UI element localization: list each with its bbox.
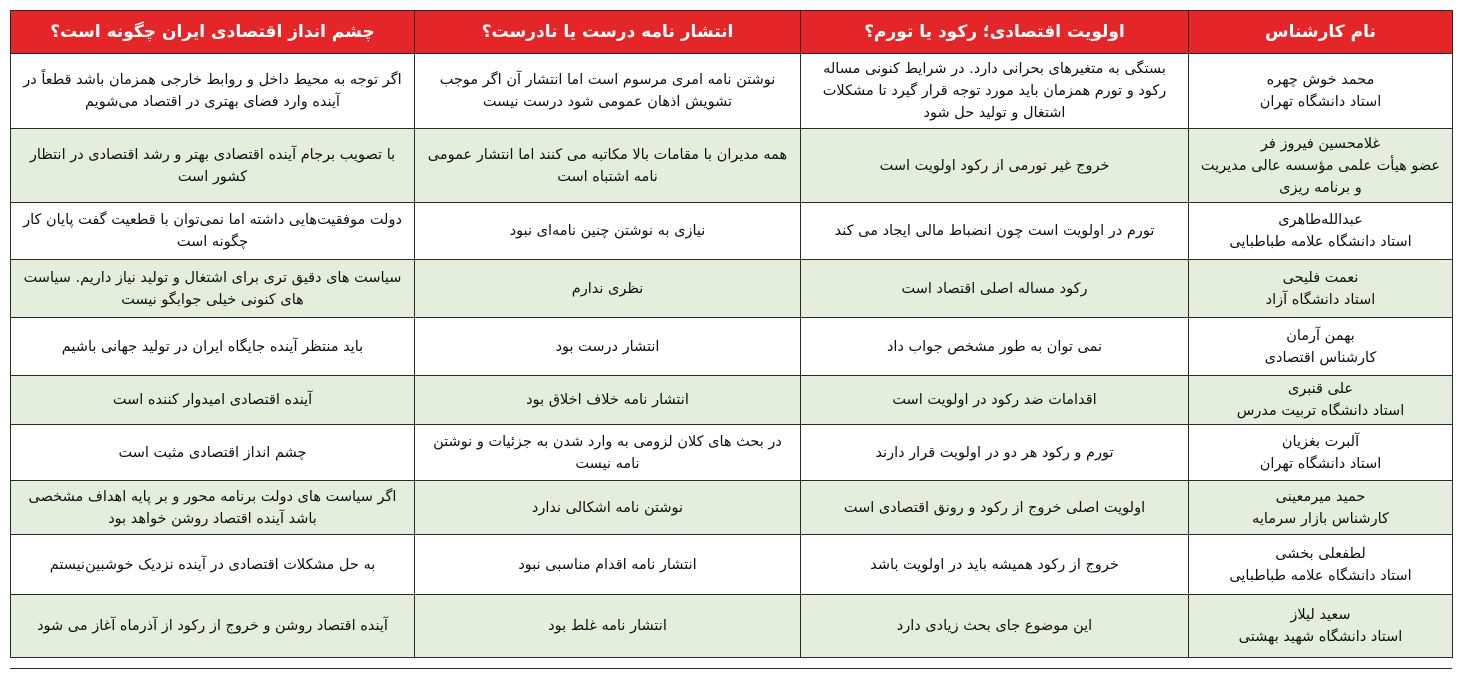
- expert-title: عضو هیأت علمی مؤسسه عالی مدیریت و برنامه ریزی: [1200, 157, 1441, 196]
- expert-name: بهمن آرمان: [1286, 327, 1355, 344]
- table-header-row: [11, 11, 1453, 54]
- expert-title: کارشناس بازار سرمایه: [1252, 510, 1389, 527]
- expert-cell: [1189, 54, 1453, 129]
- letter-cell: انتشار درست بود: [415, 318, 801, 376]
- expert-cell: [1189, 318, 1453, 376]
- table-row: [11, 376, 1453, 425]
- table-row: [11, 318, 1453, 376]
- expert-cell: [1189, 595, 1453, 658]
- expert-title: کارشناس اقتصادی: [1264, 349, 1377, 366]
- priority-cell: تورم و رکود هر دو در اولویت قرار دارند: [801, 425, 1189, 481]
- bottom-divider: [10, 668, 1452, 669]
- expert-title: استاد دانشگاه تهران: [1259, 455, 1382, 472]
- letter-cell: انتشار نامه غلط بود: [415, 595, 801, 658]
- expert-name: نعمت فلیحی: [1282, 269, 1359, 286]
- table-row: [11, 595, 1453, 658]
- expert-cell: [1189, 129, 1453, 203]
- expert-name: غلامحسین فیروز فر: [1260, 135, 1381, 152]
- priority-cell: خروج از رکود همیشه باید در اولویت باشد: [801, 535, 1189, 595]
- priority-cell: خروج غیر تورمی از رکود اولویت است: [801, 129, 1189, 203]
- letter-cell: در بحث های کلان لزومی به وارد شدن به جزئیات و نوشتن نامه نیست: [415, 425, 801, 481]
- expert-title: استاد دانشگاه علامه طباطبایی: [1229, 234, 1412, 250]
- table-row: [11, 54, 1453, 129]
- letter-cell: نوشتن نامه اشکالی ندارد: [415, 481, 801, 535]
- expert-name: محمد خوش چهره: [1266, 72, 1375, 88]
- priority-cell: نمی توان به طور مشخص جواب داد: [801, 318, 1189, 376]
- header-economic-outlook: چشم انداز اقتصادی ایران چگونه است؟: [11, 11, 415, 54]
- table-row: [11, 425, 1453, 481]
- letter-cell: انتشار نامه خلاف اخلاق بود: [415, 376, 801, 425]
- expert-title: استاد دانشگاه تهران: [1259, 94, 1382, 110]
- letter-cell: نیازی به نوشتن چنین نامه‌ای نبود: [415, 203, 801, 260]
- letter-cell: همه مدیران با مقامات بالا مکاتبه می کنند اما انتشار عمومی نامه اشتباه است: [415, 129, 801, 203]
- expert-cell: [1189, 376, 1453, 425]
- outlook-cell: آینده اقتصادی امیدوار کننده است: [11, 376, 415, 425]
- outlook-cell: چشم انداز اقتصادی مثبت است: [11, 425, 415, 481]
- letter-cell: انتشار نامه اقدام مناسبی نبود: [415, 535, 801, 595]
- header-letter-publication: انتشار نامه درست یا نادرست؟: [415, 11, 801, 54]
- expert-cell: [1189, 481, 1453, 535]
- header-economic-priority: اولویت اقتصادی؛ رکود یا تورم؟: [801, 11, 1189, 54]
- priority-cell: اقدامات ضد رکود در اولویت است: [801, 376, 1189, 425]
- expert-title: استاد دانشگاه علامه طباطبایی: [1229, 567, 1412, 584]
- outlook-cell: به حل مشکلات اقتصادی در آینده نزدیک خوشبین‌نیستم: [11, 535, 415, 595]
- table-row: [11, 260, 1453, 318]
- table-row: [11, 129, 1453, 203]
- outlook-cell: اگر سیاست های دولت برنامه محور و بر پایه اهداف مشخصی باشد آینده اقتصاد روشن خواهد بود: [11, 481, 415, 535]
- outlook-cell: آینده اقتصاد روشن و خروج از رکود از آذرماه آغاز می شود: [11, 595, 415, 658]
- expert-title: استاد دانشگاه تربیت مدرس: [1236, 403, 1405, 419]
- expert-cell: [1189, 203, 1453, 260]
- expert-name: عبدالله‌طاهری: [1278, 212, 1363, 228]
- priority-cell: این موضوع جای بحث زیادی دارد: [801, 595, 1189, 658]
- expert-name: آلبرت بغزیان: [1281, 433, 1360, 450]
- priority-cell: اولویت اصلی خروج از رکود و رونق اقتصادی است: [801, 481, 1189, 535]
- expert-cell: [1189, 535, 1453, 595]
- table-row: [11, 203, 1453, 260]
- letter-cell: نظری ندارم: [415, 260, 801, 318]
- outlook-cell: باید منتظر آینده جایگاه ایران در تولید جهانی باشیم: [11, 318, 415, 376]
- table-row: [11, 535, 1453, 595]
- table-row: [11, 481, 1453, 535]
- expert-title: استاد دانشگاه آزاد: [1265, 291, 1376, 308]
- experts-opinion-table: [10, 10, 1453, 658]
- expert-name: حمید میرمعینی: [1275, 488, 1366, 505]
- priority-cell: بستگی به متغیرهای بحرانی دارد. در شرایط کنونی مساله رکود و تورم همزمان باید مورد توجه قرار گیرد تا مشکلات اشتغال و تولید حل شود: [801, 54, 1189, 129]
- priority-cell: رکود مساله اصلی اقتصاد است: [801, 260, 1189, 318]
- outlook-cell: با تصویب برجام آینده اقتصادی بهتر و رشد اقتصادی در انتظار کشور است: [11, 129, 415, 203]
- experts-table-container: [10, 10, 1452, 658]
- expert-title: استاد دانشگاه شهید بهشتی: [1238, 629, 1403, 645]
- expert-name: علی قنبری: [1287, 381, 1354, 397]
- outlook-cell: اگر توجه به محیط داخل و روابط خارجی همزمان باشد قطعاً در آینده وارد فضای بهتری در اقتصاد می‌شویم: [11, 54, 415, 129]
- expert-cell: [1189, 260, 1453, 318]
- letter-cell: نوشتن نامه امری مرسوم است اما انتشار آن اگر موجب تشویش اذهان عمومی شود درست نیست: [415, 54, 801, 129]
- expert-name: سعید لیلاز: [1290, 607, 1351, 623]
- expert-cell: [1189, 425, 1453, 481]
- outlook-cell: دولت موفقیت‌هایی داشته اما نمی‌توان با قطعیت گفت پایان کار چگونه است: [11, 203, 415, 260]
- header-expert-name: نام کارشناس: [1189, 11, 1453, 54]
- outlook-cell: سیاست های دقیق تری برای اشتغال و تولید نیاز داریم. سیاست های کنونی خیلی جوابگو نیست: [11, 260, 415, 318]
- priority-cell: تورم در اولویت است چون انضباط مالی ایجاد می کند: [801, 203, 1189, 260]
- expert-name: لطفعلی بخشی: [1275, 545, 1366, 562]
